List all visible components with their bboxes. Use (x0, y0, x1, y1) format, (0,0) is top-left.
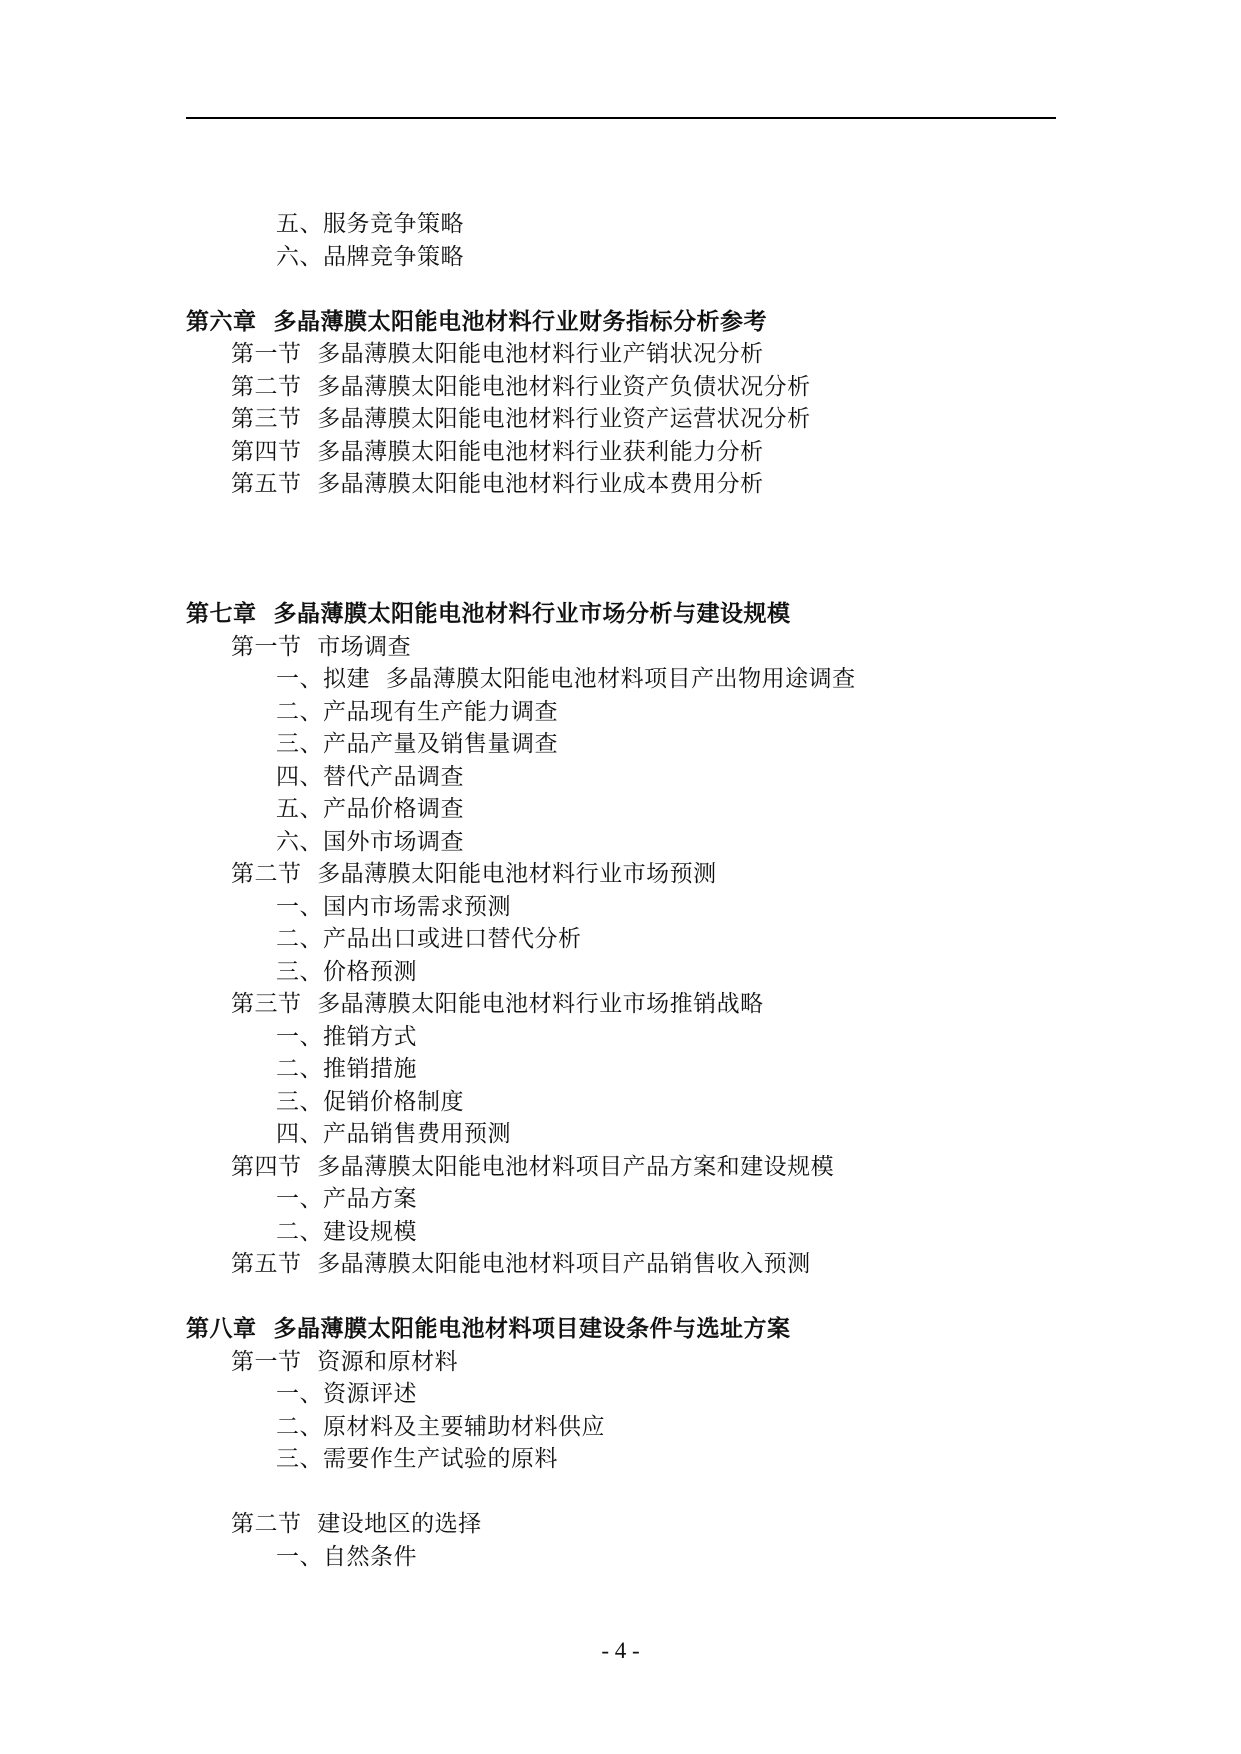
chapter-7-heading: 第七章 多晶薄膜太阳能电池材料行业市场分析与建设规模 (186, 600, 791, 627)
toc-item: 一、国内市场需求预测 (276, 893, 511, 920)
toc-item: 一、产品方案 (276, 1186, 417, 1212)
toc-item: 四、产品销售费用预测 (276, 1121, 511, 1147)
toc-item: 三、产品产量及销售量调查 (276, 731, 558, 757)
toc-item: 三、促销价格制度 (276, 1088, 464, 1115)
toc-section: 第四节 多晶薄膜太阳能电池材料行业获利能力分析 (231, 438, 764, 465)
toc-item: 一、自然条件 (276, 1543, 417, 1570)
toc-item: 三、价格预测 (276, 958, 417, 985)
toc-item: 二、建设规模 (276, 1218, 417, 1245)
header-rule (186, 117, 1056, 119)
toc-item: 二、推销措施 (276, 1056, 417, 1082)
page-number: - 4 - (601, 1638, 640, 1663)
toc-section: 第三节 多晶薄膜太阳能电池材料行业市场推销战略 (231, 991, 764, 1017)
table-of-contents (186, 208, 1066, 1573)
toc-section: 第一节 市场调查 (231, 633, 412, 660)
toc-section: 第五节 多晶薄膜太阳能电池材料行业成本费用分析 (231, 471, 764, 497)
toc-section: 第一节 多晶薄膜太阳能电池材料行业产销状况分析 (231, 341, 764, 367)
toc-section: 第三节 多晶薄膜太阳能电池材料行业资产运营状况分析 (231, 406, 811, 432)
chapter-8-heading: 第八章 多晶薄膜太阳能电池材料项目建设条件与选址方案 (186, 1315, 791, 1342)
toc-item: 一、拟建 多晶薄膜太阳能电池材料项目产出物用途调查 (276, 666, 856, 692)
toc-section: 第二节 多晶薄膜太阳能电池材料行业市场预测 (231, 861, 717, 887)
toc-section: 第四节 多晶薄膜太阳能电池材料项目产品方案和建设规模 (231, 1153, 835, 1180)
toc-item: 四、替代产品调查 (276, 763, 464, 790)
toc-item: 二、原材料及主要辅助材料供应 (276, 1413, 605, 1440)
toc-section: 第二节 多晶薄膜太阳能电池材料行业资产负债状况分析 (231, 373, 811, 400)
chapter-6-heading: 第六章 多晶薄膜太阳能电池材料行业财务指标分析参考 (186, 307, 768, 335)
toc-item: 六、品牌竞争策略 (276, 243, 464, 270)
toc-item: 二、产品现有生产能力调查 (276, 698, 558, 725)
toc-item: 三、需要作生产试验的原料 (276, 1446, 558, 1472)
toc-section: 第二节 建设地区的选择 (231, 1511, 482, 1537)
toc-item: 一、推销方式 (276, 1023, 417, 1050)
toc-item: 五、产品价格调查 (276, 796, 464, 822)
toc-item: 六、国外市场调查 (276, 828, 464, 855)
toc-section: 第一节 资源和原材料 (231, 1348, 459, 1375)
toc-section: 第五节 多晶薄膜太阳能电池材料项目产品销售收入预测 (231, 1251, 811, 1277)
toc-item: 五、服务竞争策略 (276, 211, 464, 237)
toc-item: 二、产品出口或进口替代分析 (276, 926, 582, 952)
toc-item: 一、资源评述 (276, 1381, 417, 1407)
